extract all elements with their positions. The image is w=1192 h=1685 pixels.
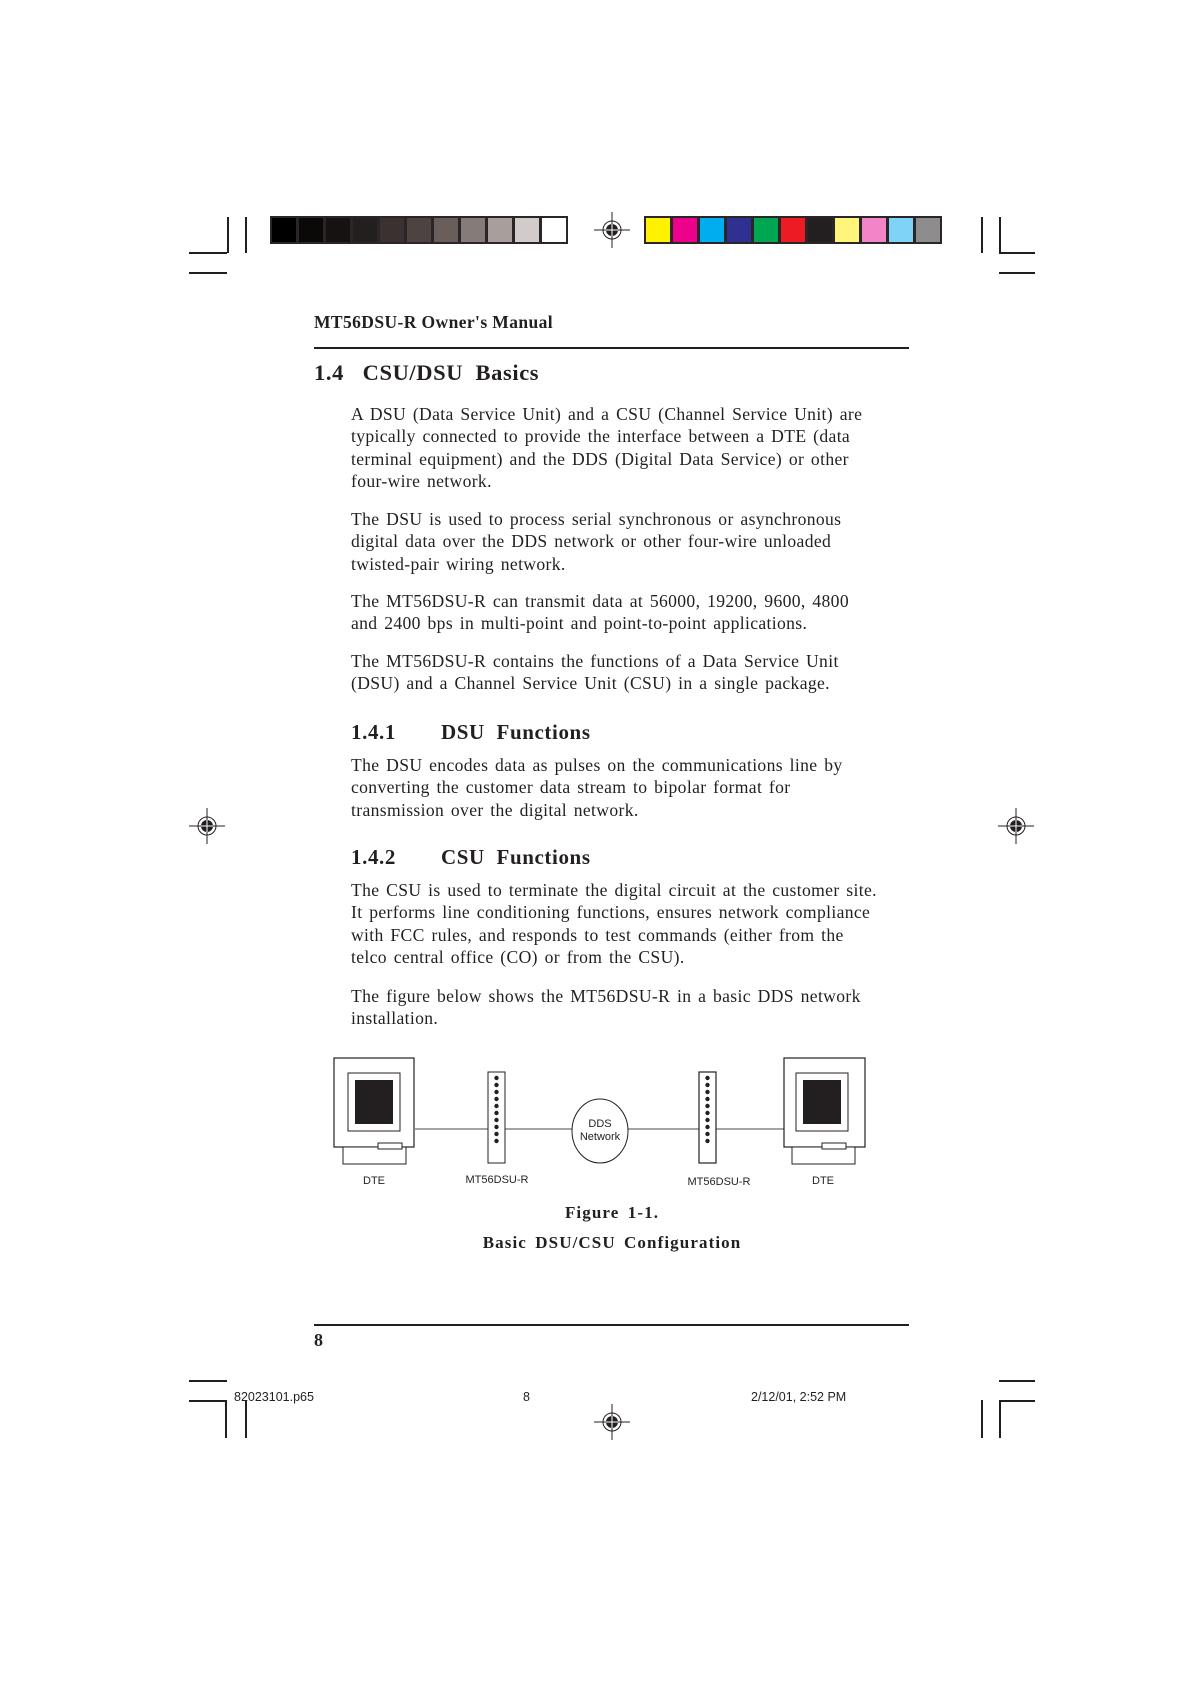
crop-mark (999, 1400, 1001, 1438)
registration-mark-icon (189, 808, 225, 844)
text-line: converting the customer data stream to bipolar format for (351, 777, 791, 798)
subsection-title: DSU Functions (441, 720, 591, 744)
color-swatch (781, 218, 805, 242)
text-line: (DSU) and a Channel Service Unit (CSU) in a single package. (351, 673, 830, 694)
footer-rule (314, 1324, 909, 1326)
dte-right-label: DTE (812, 1175, 834, 1187)
gray-swatch (434, 218, 458, 242)
registration-mark-icon (594, 212, 630, 248)
crop-mark (225, 1400, 227, 1438)
dsu-left-device-icon (488, 1072, 505, 1163)
crop-mark (245, 1400, 247, 1438)
crop-mark (999, 217, 1001, 253)
crop-mark (227, 217, 229, 253)
text-line: with FCC rules, and responds to test commands (either from the (351, 924, 844, 945)
section-heading (314, 360, 539, 386)
gray-swatch (326, 218, 350, 242)
subsection-title: CSU Functions (441, 845, 591, 869)
crop-mark (189, 1380, 227, 1382)
paragraph (351, 508, 911, 575)
gray-swatch (515, 218, 539, 242)
color-swatch (754, 218, 778, 242)
dsu-right-device-icon (699, 1072, 716, 1163)
text-line: installation. (351, 1008, 439, 1029)
crop-mark (981, 1400, 983, 1438)
text-line: The DSU is used to process serial synchronous or asynchronous (351, 509, 842, 529)
slug-filename: 82023101.p65 (234, 1390, 314, 1404)
paragraph (351, 403, 911, 493)
page-number: 8 (314, 1330, 323, 1350)
grayscale-color-bar (270, 216, 568, 244)
text-line: telco central office (CO) or from the CSU). (351, 947, 685, 968)
crop-mark (245, 217, 247, 253)
color-swatch (916, 218, 940, 242)
network-label: Network (579, 1131, 621, 1143)
text-line: transmission over the digital network. (351, 799, 639, 820)
paragraph (351, 985, 911, 1030)
gray-swatch (488, 218, 512, 242)
dte-right-computer-icon (784, 1058, 865, 1164)
color-swatch (889, 218, 913, 242)
figure-caption-number: Figure 1-1. (564, 1203, 660, 1222)
crop-mark (999, 1380, 1035, 1382)
figure-caption-title: Basic DSU/CSU Configuration (482, 1233, 742, 1252)
text-line: A DSU (Data Service Unit) and a CSU (Channel Service Unit) are (351, 404, 863, 424)
color-swatch (673, 218, 697, 242)
crop-mark (999, 272, 1035, 274)
text-line: four-wire network. (351, 471, 492, 492)
gray-swatch (461, 218, 485, 242)
dsu-right-label: MT56DSU-R (687, 1176, 751, 1188)
section-number: 1.4 (314, 360, 344, 385)
text-line: It performs line conditioning functions, ensures network compliance (351, 902, 871, 923)
text-line: The figure below shows the MT56DSU-R in a basic DDS network (351, 986, 861, 1006)
color-swatch (646, 218, 670, 242)
color-swatch (808, 218, 832, 242)
gray-swatch (407, 218, 431, 242)
gray-swatch (299, 218, 323, 242)
gray-swatch (380, 218, 404, 242)
color-swatch (835, 218, 859, 242)
registration-mark-icon (998, 808, 1034, 844)
text-line: The MT56DSU-R contains the functions of a Data Service Unit (351, 651, 839, 671)
text-line: digital data over the DDS network or other four-wire unloaded (351, 531, 832, 552)
dds-network-diagram (330, 1055, 900, 1195)
gray-swatch (353, 218, 377, 242)
crop-mark (999, 252, 1035, 254)
dte-left-label: DTE (363, 1175, 385, 1187)
running-head: MT56DSU-R Owner's Manual (314, 312, 554, 332)
crop-mark (999, 1400, 1035, 1402)
slug-page: 8 (523, 1390, 530, 1404)
text-line: twisted-pair wiring network. (351, 553, 566, 574)
color-swatch (727, 218, 751, 242)
header-rule (314, 347, 909, 349)
dds-network-cloud-icon (572, 1099, 628, 1163)
crop-mark (189, 1400, 227, 1402)
color-swatch (862, 218, 886, 242)
subsection-number: 1.4.1 (351, 720, 396, 744)
text-line: The DSU encodes data as pulses on the communications line by (351, 755, 843, 775)
paragraph (351, 590, 911, 635)
text-line: The MT56DSU-R can transmit data at 56000, 19200, 9600, 4800 (351, 591, 849, 611)
gray-swatch (542, 218, 566, 242)
gray-swatch (272, 218, 296, 242)
crop-mark (981, 217, 983, 253)
subsection-number: 1.4.2 (351, 845, 396, 869)
crop-mark (189, 272, 227, 274)
dte-left-computer-icon (334, 1058, 414, 1164)
paragraph (351, 754, 911, 821)
slug-timestamp: 2/12/01, 2:52 PM (751, 1390, 847, 1404)
subsection-heading (351, 845, 591, 870)
section-title: CSU/DSU Basics (362, 360, 540, 385)
process-color-bar (644, 216, 942, 244)
text-line: and 2400 bps in multi-point and point-to-point applications. (351, 613, 808, 634)
color-swatch (700, 218, 724, 242)
subsection-heading (351, 720, 591, 745)
text-line: The CSU is used to terminate the digital circuit at the customer site. (351, 880, 877, 900)
crop-mark (189, 252, 227, 254)
paragraph (351, 650, 911, 695)
text-line: terminal equipment) and the DDS (Digital Data Service) or other (351, 448, 849, 469)
network-label: DDS (588, 1118, 612, 1130)
text-line: typically connected to provide the interface between a DTE (data (351, 426, 851, 447)
registration-mark-icon (594, 1404, 630, 1440)
paragraph (351, 879, 911, 969)
dsu-left-label: MT56DSU-R (465, 1174, 529, 1186)
